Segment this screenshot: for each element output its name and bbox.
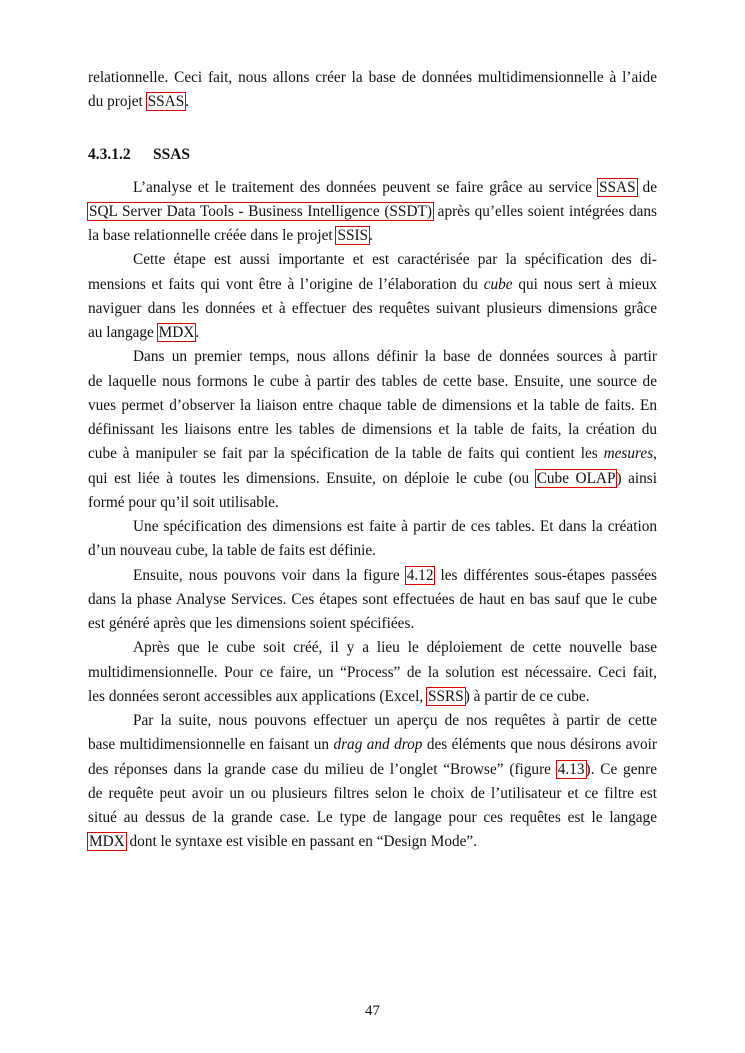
text-line xyxy=(88,806,657,830)
page-body xyxy=(88,66,657,855)
text-line xyxy=(88,345,657,369)
text-line xyxy=(88,733,657,757)
text-segment: dont le syntaxe est visible en passant en “Design Mode”. xyxy=(125,833,478,851)
text-line xyxy=(88,564,657,588)
section-body xyxy=(88,176,657,855)
text-segment: Cette étape est aussi importante et est caractérisée par la spécification des di- xyxy=(133,251,657,269)
text-line xyxy=(88,273,657,297)
text-segment: les données seront accessibles aux applications (Excel, xyxy=(88,687,427,705)
section-title: SSAS xyxy=(153,145,191,163)
intro-paragraph xyxy=(88,66,657,115)
text-segment: Dans un premier temps, nous allons définir la base de données sources à partir xyxy=(133,348,657,366)
text-segment: du projet xyxy=(88,93,147,111)
text-segment: définissant les liaisons entre les tables de dimensions et la table de faits, la création du xyxy=(88,421,657,438)
text-line xyxy=(88,636,657,660)
text-segment: la base relationnelle créée dans le projet xyxy=(88,227,337,244)
text-segment: . xyxy=(369,227,373,244)
text-line xyxy=(88,782,657,806)
text-segment: qui nous sert à mieux xyxy=(512,275,657,293)
text-segment: dans la phase Analyse Services. Ces étapes sont effectuées de haut en bas sauf que le cube xyxy=(88,590,657,608)
text-segment: ). Ce genre xyxy=(585,760,658,778)
text-segment: Par la suite, nous pouvons effectuer un aperçu de nos requêtes à partir de cette xyxy=(133,712,657,729)
cross-reference-link[interactable]: SSRS xyxy=(427,687,464,705)
text-segment: L’analyse et le traitement des données peuvent se faire grâce au service xyxy=(133,178,599,196)
text-segment: d’un nouveau cube, la table de faits est définie. xyxy=(88,542,376,560)
section-number: 4.3.1.2 xyxy=(88,145,131,163)
page-number: 47 xyxy=(365,1003,380,1019)
text-segment: est généré après que les dimensions soient spécifiées. xyxy=(88,615,415,632)
emphasized-text: cube xyxy=(483,275,513,293)
cross-reference-link[interactable]: SQL Server Data Tools - Business Intelligence (SSDT) xyxy=(89,202,432,220)
text-segment: après qu’elles soient intégrées dans xyxy=(432,202,658,220)
text-line xyxy=(88,539,657,563)
cross-reference-link[interactable]: MDX xyxy=(89,833,125,851)
text-line xyxy=(88,515,657,539)
text-segment: au langage xyxy=(88,324,158,341)
text-segment: formé pour qu’il soit utilisable. xyxy=(88,493,279,511)
text-segment: ) ainsi xyxy=(616,469,658,487)
text-line xyxy=(88,758,657,782)
text-line xyxy=(88,830,657,854)
text-segment: Une spécification des dimensions est faite à partir de ces tables. Et dans la création xyxy=(133,518,657,535)
cross-reference-link[interactable]: 4.13 xyxy=(557,760,585,778)
text-segment: vues permet d’observer la liaison entre chaque table de dimensions et la table de faits. En xyxy=(88,396,657,414)
text-line xyxy=(88,442,657,466)
text-segment: relationnelle. Ceci fait, nous allons créer la base de données multidimensionnelle à l’aide xyxy=(88,69,657,86)
text-segment: de xyxy=(636,178,657,196)
text-line xyxy=(88,612,657,636)
cross-reference-link[interactable]: MDX xyxy=(158,324,195,341)
text-line xyxy=(88,588,657,612)
text-line xyxy=(88,297,657,321)
text-line xyxy=(88,176,657,200)
cross-reference-link[interactable]: 4.12 xyxy=(406,566,434,584)
text-segment: des éléments que nous désirons avoir xyxy=(422,736,657,754)
text-segment: naviguer dans les données et à effectuer des requêtes suivant plusieurs dimensions grâce xyxy=(88,299,657,317)
cross-reference-link[interactable]: SSIS xyxy=(337,227,369,244)
text-segment: . xyxy=(185,93,190,111)
text-line xyxy=(88,685,657,709)
text-line xyxy=(88,491,657,515)
text-line xyxy=(88,248,657,272)
cross-reference-link[interactable]: SSAS xyxy=(599,178,636,196)
cross-reference-link[interactable]: SSAS xyxy=(147,93,185,111)
section-heading xyxy=(88,143,657,167)
text-line xyxy=(88,418,657,442)
text-line xyxy=(88,661,657,685)
text-segment: base multidimensionnelle en faisant un xyxy=(88,736,334,754)
text-line xyxy=(88,321,657,345)
text-segment: qui est liée à toutes les dimensions. Ensuite, on déploie le cube (ou xyxy=(88,469,536,487)
emphasized-text: mesures xyxy=(603,445,654,463)
text-segment: Après que le cube soit créé, il y a lieu le déploiement de cette nouvelle base xyxy=(133,639,657,657)
text-line xyxy=(88,90,657,114)
text-line xyxy=(88,467,657,491)
text-segment: , xyxy=(653,445,657,463)
text-segment: Ensuite, nous pouvons voir dans la figure xyxy=(133,566,406,584)
text-line xyxy=(88,66,657,90)
text-segment: ) à partir de ce cube. xyxy=(464,687,590,705)
text-segment: de requête peut avoir un ou plusieurs filtres selon le choix de l’utilisateur et ce filtre est xyxy=(88,784,657,802)
text-line xyxy=(88,709,657,733)
text-segment: les différentes sous-étapes passées xyxy=(434,566,657,584)
text-segment: de laquelle nous formons le cube à partir des tables de cette base. Ensuite, une source de xyxy=(88,372,657,390)
text-segment: des réponses dans la grande case du milieu de l’onglet “Browse” (figure xyxy=(88,760,557,778)
text-segment: multidimensionnelle. Pour ce faire, un “Process” de la solution est nécessaire. Ceci fait, xyxy=(88,663,657,681)
text-segment: situé au dessus de la grande case. Le type de langage pour ces requêtes est le langage xyxy=(88,809,657,826)
text-segment: cube à manipuler se fait par la spécification de la table de faits qui contient les xyxy=(88,445,604,463)
text-line xyxy=(88,200,657,224)
text-line xyxy=(88,370,657,394)
text-line xyxy=(88,394,657,418)
text-line xyxy=(88,224,657,248)
text-segment: mensions et faits qui vont être à l’origine de l’élaboration du xyxy=(88,275,484,293)
text-segment: . xyxy=(195,324,200,341)
emphasized-text: drag and drop xyxy=(333,736,423,754)
cross-reference-link[interactable]: Cube OLAP xyxy=(536,469,616,487)
